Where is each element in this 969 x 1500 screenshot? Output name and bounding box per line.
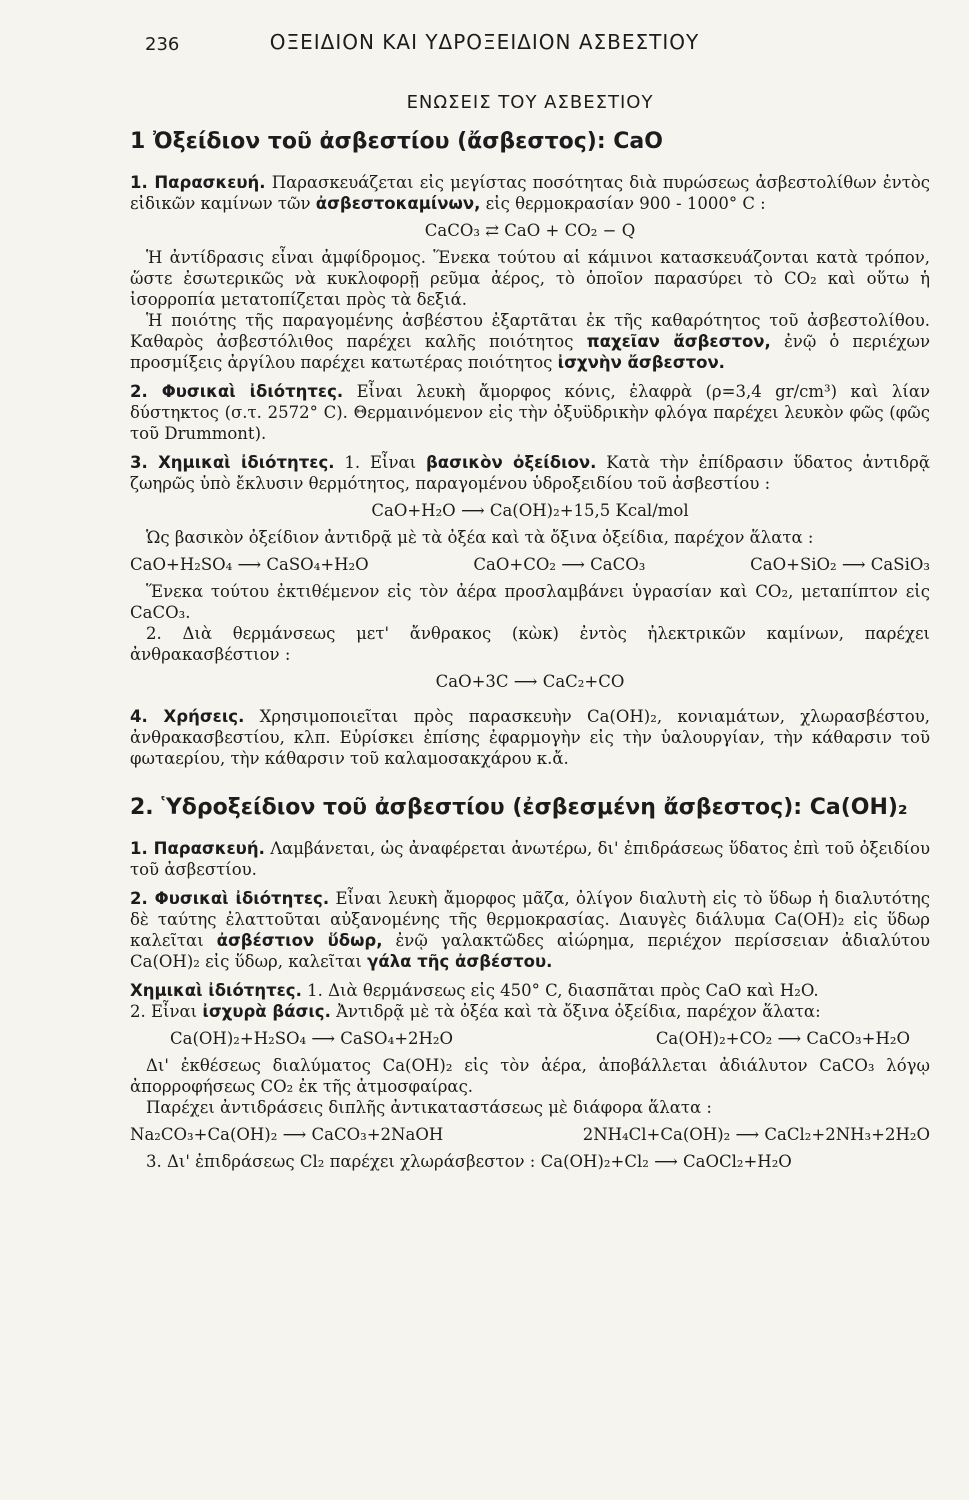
paragraph-preparation-2: 1. Παρασκευή. Λαμβάνεται, ὡς ἀναφέρεται ἀνωτέρω, δι' ἐπιδράσεως ὕδατος ἐπὶ τοῦ ὀξειδίου τοῦ ἀσβεστίου. bbox=[130, 839, 930, 879]
paragraph-preparation: 1. Παρασκευή. Παρασκευάζεται εἰς μεγίστας ποσότητας διὰ πυρώσεως ἀσβεστολίθων ἐντὸς εἰδικῶν καμίνων τῶν ἀσβεστοκαμίνων, εἰς θερμοκρασίαν 900 - 1000° C : bbox=[130, 173, 931, 213]
paragraph-strong-base: 2. Εἶναι ἰσχυρὰ βάσις. Ἀντιδρᾷ μὲ τὰ ὀξέα καὶ τὰ ὄξινα ὀξείδια, παρέχον ἅλατα: bbox=[130, 1002, 821, 1021]
paragraph-double-replacement: Παρέχει ἀντιδράσεις διπλῆς ἀντικαταστάσεως μὲ διάφορα ἅλατα : bbox=[146, 1098, 712, 1117]
subheading-chemical: 3. Χημικαὶ ἰδιότητες. bbox=[130, 453, 335, 472]
equation-row-double bbox=[130, 1124, 930, 1145]
paragraph-reversible: Ἡ ἀντίδρασις εἶναι ἀμφίδρομος. Ἕνεκα τούτου αἱ κάμινοι κατασκευάζονται κατὰ τρόπον, ὥστε ἐσωτερικῶς νὰ κυκλοφορῇ ρεῦμα ἀέρος, τὸ ὁποῖον παρασύρει τὸ CO₂ καὶ οὕτω ἡ ἰσορροπία μετατοπίζεται πρὸς τὰ δεξιά. bbox=[130, 248, 930, 309]
paragraph-uses: 4. Χρήσεις. Χρησιμοποιεῖται πρὸς παρασκευὴν Ca(OH)₂, κονιαμάτων, χλωρασβέστου, ἀνθρακασβεστίου, κλπ. Εὑρίσκει ἐπίσης ἐφαρμογὴν εἰς τὴν ὑαλουργίαν, τὴν κάθαρσιν τοῦ φωταερίου, τὴν κάθαρσιν τοῦ καλαμοσακχάρου κ.ἄ. bbox=[130, 707, 930, 768]
page-number: 236 bbox=[145, 34, 180, 55]
heading-calcium-oxide: 1 Ὀξείδιον τοῦ ἀσβεστίου (ἄσβεστος): CaO bbox=[130, 129, 663, 154]
section-heading: ΕΝΩΣΕΙΣ ΤΟΥ ΑΣΒΕΣΤΙΟΥ bbox=[406, 92, 654, 113]
paragraph-exposure: Δι' ἐκθέσεως διαλύματος Ca(OH)₂ εἰς τὸν ἀέρα, ἀποβάλλεται ἀδιάλυτον CaCO₃ λόγῳ ἀπορροφήσεως CO₂ ἐκ τῆς ἀτμοσφαίρας. bbox=[130, 1056, 930, 1096]
equation: Ca(OH)₂+H₂SO₄ ⟶ CaSO₄+2H₂O bbox=[170, 1029, 454, 1048]
equation: CaO+SiO₂ ⟶ CaSiO₃ bbox=[750, 555, 930, 574]
paragraph-chemical: 3. Χημικαὶ ἰδιότητες. 1. Εἶναι βασικὸν ὀξείδιον. Κατὰ τὴν ἐπίδρασιν ὕδατος ἀντιδρᾷ ζωηρῶς ὑπὸ ἔκλυσιν θερμότητος, παραγομένου ὑδροξειδίου τοῦ ἀσβεστίου : bbox=[130, 453, 930, 493]
paragraph-chemical-2: Χημικαὶ ἰδιότητες. 1. Διὰ θερμάνσεως εἰς 450° C, διασπᾶται πρὸς CaO καὶ H₂O. bbox=[130, 981, 819, 1000]
subheading-physical: 2. Φυσικαὶ ἰδιότητες. bbox=[130, 382, 344, 401]
paragraph-physical-2: 2. Φυσικαὶ ἰδιότητες. Εἶναι λευκὴ ἄμορφος μᾶζα, ὀλίγον διαλυτὴ εἰς τὸ ὕδωρ ἡ διαλυτότης δὲ ταύτης ἐλαττοῦται αὐξανομένης τῆς θερμοκρασίας. Διαυγὲς διάλυμα Ca(OH)₂ εἰς ὕδωρ καλεῖται ἀσβέστιον ὕδωρ, ἐνῷ γαλακτῶδες αἰώρημα, περιέχον περίσσειαν ἀδιαλύτου Ca(OH)₂ εἰς ὕδωρ, καλεῖται γάλα τῆς ἀσβέστου. bbox=[130, 889, 931, 971]
equation-bleaching: Ca(OH)₂+Cl₂ ⟶ CaOCl₂+H₂O bbox=[540, 1152, 792, 1171]
subheading-preparation: 1. Παρασκευή. bbox=[130, 839, 265, 858]
equation: CaO+H₂SO₄ ⟶ CaSO₄+H₂O bbox=[130, 555, 369, 574]
subheading-preparation: 1. Παρασκευή. bbox=[130, 173, 266, 192]
heading-calcium-hydroxide: 2. Ὑδροξείδιον τοῦ ἀσβεστίου (ἐσβεσμένη ἄσβεστος): Ca(OH)₂ bbox=[130, 795, 908, 820]
equation-slaking: CaO+H₂O ⟶ Ca(OH)₂+15,5 Kcal/mol bbox=[371, 501, 689, 520]
subheading-chemical: Χημικαὶ ἰδιότητες. bbox=[130, 981, 302, 1000]
equation: Na₂CO₃+Ca(OH)₂ ⟶ CaCO₃+2NaOH bbox=[130, 1125, 444, 1144]
equation-calcination: CaCO₃ ⇄ CaO + CO₂ − Q bbox=[424, 221, 636, 240]
paragraph-chlorine: 3. Δι' ἐπιδράσεως Cl₂ παρέχει χλωράσβεστον : Ca(OH)₂+Cl₂ ⟶ CaOCl₂+H₂O bbox=[146, 1152, 792, 1171]
subheading-physical: 2. Φυσικαὶ ἰδιότητες. bbox=[130, 889, 330, 908]
equation: 2NH₄Cl+Ca(OH)₂ ⟶ CaCl₂+2NH₃+2H₂O bbox=[582, 1125, 930, 1144]
equation: CaO+CO₂ ⟶ CaCO₃ bbox=[473, 555, 646, 574]
equation-row-acids bbox=[130, 1028, 930, 1049]
paragraph-carbide: 2. Διὰ θερμάνσεως μετ' ἄνθρακος (κὼκ) ἐντὸς ἠλεκτρικῶν καμίνων, παρέχει ἀνθρακασβέστιον : bbox=[130, 624, 930, 664]
paragraph-basic-oxide: Ὡς βασικὸν ὀξείδιον ἀντιδρᾷ μὲ τὰ ὀξέα καὶ τὰ ὄξινα ὀξείδια, παρέχον ἅλατα : bbox=[146, 528, 814, 547]
paragraph-quality: Ἡ ποιότης τῆς παραγομένης ἀσβέστου ἐξαρτᾶται ἐκ τῆς καθαρότητος τοῦ ἀσβεστολίθου. Καθαρὸς ἀσβεστόλιθος παρέχει καλῆς ποιότητος παχεῖαν ἄσβεστον, ἐνῷ ὁ περιέχων προσμίξεις ἀργίλου παρέχει κατωτέρας ποιότητος ἰσχνὴν ἄσβεστον. bbox=[130, 311, 931, 372]
equation-carbide: CaO+3C ⟶ CaC₂+CO bbox=[435, 672, 625, 691]
subheading-uses: 4. Χρήσεις. bbox=[130, 707, 245, 726]
paragraph-air-exposure: Ἕνεκα τούτου ἐκτιθέμενον εἰς τὸν ἀέρα προσλαμβάνει ὑγρασίαν καὶ CO₂, μεταπίπτον εἰς CaCO₃. bbox=[130, 582, 930, 622]
page-content bbox=[130, 88, 930, 1172]
equation: Ca(OH)₂+CO₂ ⟶ CaCO₃+H₂O bbox=[655, 1029, 910, 1048]
paragraph-physical: 2. Φυσικαὶ ἰδιότητες. Εἶναι λευκὴ ἄμορφος κόνις, ἐλαφρὰ (ρ=3,4 gr/cm³) καὶ λίαν δύστηκτος (σ.τ. 2572° C). Θερμαινόμενον εἰς τὴν ὀξυϋδρικὴν φλόγα παρέχει λευκὸν φῶς (φῶς τοῦ Drummont). bbox=[130, 382, 930, 443]
running-title: ΟΞΕΙΔΙΟΝ ΚΑΙ ΥΔΡΟΞΕΙΔΙΟΝ ΑΣΒΕΣΤΙΟΥ bbox=[269, 30, 700, 54]
equation-row-salts bbox=[130, 554, 930, 575]
